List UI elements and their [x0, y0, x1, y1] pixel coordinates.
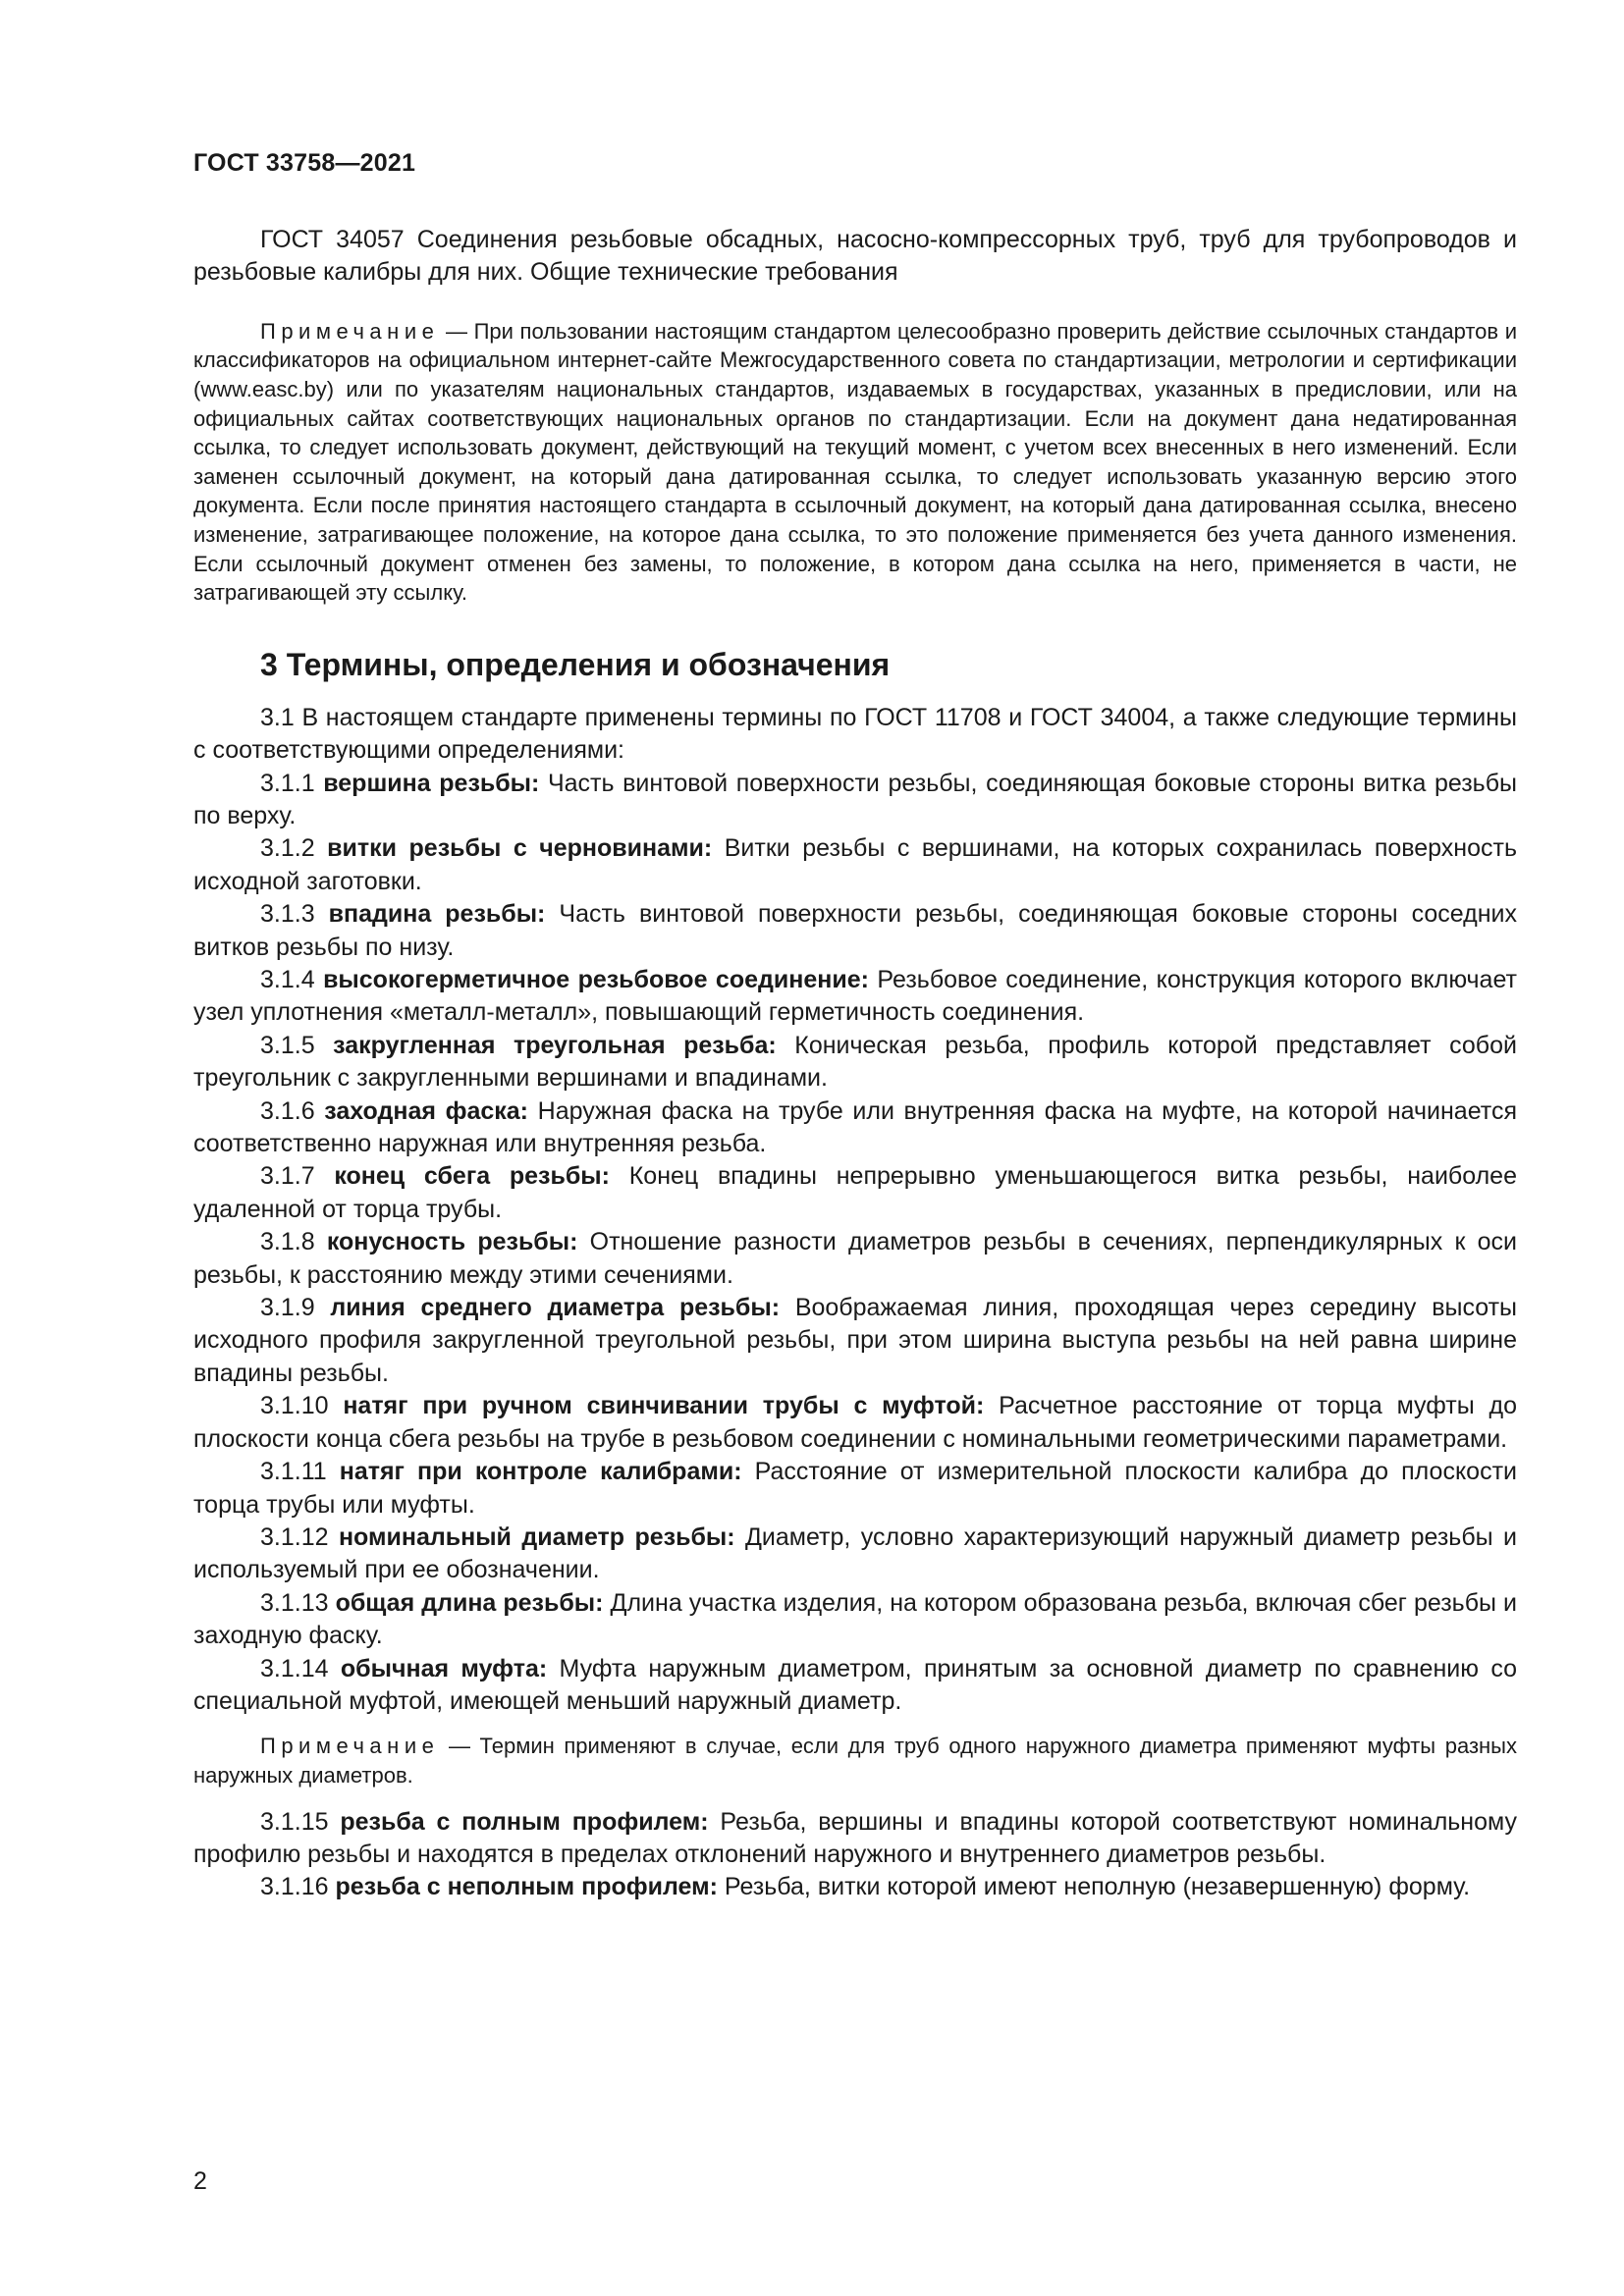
term-definition: Часть винтовой поверхности резьбы, соединяющая боковые стороны витка резьбы по верху.	[193, 769, 1517, 829]
term-definition: Длина участка изделия, на котором образована резьба, включая сбег резьбы и заходную фаску.	[193, 1588, 1517, 1650]
term-entry	[193, 1806, 1517, 1872]
note-label: Примечание	[260, 1734, 440, 1759]
term-name: впадина резьбы:	[328, 900, 546, 929]
term-name: витки резьбы с черновинами:	[327, 834, 713, 863]
term-number: 3.1.5	[260, 1031, 334, 1059]
term-number: 3.1.1	[260, 769, 324, 797]
term-number: 3.1.4	[260, 966, 324, 993]
term-entry	[193, 1292, 1517, 1390]
term-definition: Муфта наружным диаметром, принятым за основной диаметр по сравнению со специальной муфтой, имеющей меньший наружный диаметр.	[193, 1654, 1518, 1715]
note-label: Примечание	[260, 318, 440, 344]
term-entry	[193, 1871, 1517, 1903]
term-entry	[193, 832, 1517, 898]
term-number: 3.1.8	[260, 1228, 327, 1256]
term-number: 3.1.16	[260, 1873, 336, 1901]
term-entry	[193, 1653, 1517, 1719]
term-number: 3.1.9	[260, 1294, 331, 1322]
term-definition: Диаметр, условно характеризующий наружный диаметр резьбы и используемый при ее обозначении.	[193, 1522, 1517, 1584]
term-entry	[193, 1095, 1517, 1161]
terms-list-a	[193, 768, 1517, 1719]
note-references	[193, 317, 1517, 608]
term-entry	[193, 964, 1517, 1030]
term-definition: Расстояние от измерительной плоскости калибра до плоскости торца трубы или муфты.	[193, 1458, 1517, 1519]
term-name: резьба с неполным профилем:	[335, 1873, 718, 1901]
term-number: 3.1.10	[260, 1392, 344, 1420]
term-definition: Наружная фаска на трубе или внутренняя фаска на муфте, на которой начинается соответственно наружная или внутренняя резьба.	[193, 1096, 1517, 1158]
term-definition: Отношение разности диаметров резьбы в сечениях, перпендикулярных к оси резьбы, к расстоянию между этими сечениями.	[193, 1228, 1517, 1289]
note-text: — При пользовании настоящим стандартом целесообразно проверить действие ссылочных стандартов и классификаторов на официальном интернет-сайте Межгосударственного совета по стандартизации, метрологии и сертификации (www.easc.by) или по указателям национальных стандартов, издаваемых в государствах, указанных в предисловии, или на официальных сайтах соответствующих национальных органов по стандартизации. Если на документ дана недатированная ссылка, то следует использовать документ, действующий на текущий момент, с учетом всех внесенных в него изменений. Если заменен ссылочный документ, на который дана датированная ссылка, то следует использовать указанную версию этого документа. Если после принятия настоящего стандарта в ссылочный документ, на который дана датированная ссылка, внесено изменение, затрагивающее положение, на которое дана ссылка, то это положение применяется без учета данного изменения. Если ссылочный документ отменен без замены, то положение, в котором дана ссылка на него, применяется в части, не затрагивающей эту ссылку.	[193, 318, 1517, 606]
term-name: линия среднего диаметра резьбы:	[330, 1294, 781, 1322]
term-entry	[193, 1587, 1517, 1653]
term-name: натяг при контроле калибрами:	[339, 1458, 742, 1486]
term-name: обычная муфта:	[340, 1654, 548, 1682]
term-definition: Коническая резьба, профиль которой представляет собой треугольник с закругленными вершинами и впадинами.	[193, 1031, 1517, 1093]
term-number: 3.1.11	[260, 1458, 340, 1486]
page-content	[193, 224, 1517, 1904]
term-entry	[193, 1160, 1517, 1226]
term-definition: Витки резьбы с вершинами, на которых сохранилась поверхность исходной заготовки.	[193, 834, 1517, 895]
term-name: натяг при ручном свинчивании трубы с муфтой:	[343, 1392, 985, 1420]
term-number: 3.1.14	[260, 1654, 341, 1682]
term-name: конец сбега резьбы:	[334, 1162, 610, 1191]
term-number: 3.1.2	[260, 834, 328, 863]
section-title: 3 Термины, определения и обозначения	[260, 646, 891, 682]
term-entry	[193, 1522, 1517, 1587]
term-entry	[193, 1456, 1517, 1522]
term-definition: Резьба, витки которой имеют неполную (незавершенную) форму.	[717, 1873, 1471, 1901]
term-number: 3.1.15	[260, 1807, 341, 1836]
term-number: 3.1.12	[260, 1522, 339, 1551]
term-number: 3.1.13	[260, 1588, 336, 1617]
term-name: заходная фаска:	[324, 1096, 528, 1125]
normative-reference: ГОСТ 34057 Соединения резьбовые обсадных, насосно-компрессорных труб, труб для трубопроводов и резьбовые калибры для них. Общие технические требования	[193, 226, 1517, 287]
term-entry	[193, 768, 1517, 833]
section-intro: 3.1 В настоящем стандарте применены термины по ГОСТ 11708 и ГОСТ 34004, а также следующие термины с соответствующими определениями:	[193, 703, 1517, 765]
term-definition: Конец впадины непрерывно уменьшающегося витка резьбы, наиболее удаленной от торца трубы.	[193, 1162, 1517, 1223]
term-definition: Расчетное расстояние от торца муфты до плоскости конца сбега резьбы на трубе в резьбовом соединении с номинальными геометрическими параметрами.	[193, 1392, 1517, 1453]
term-name: резьба с полным профилем:	[340, 1807, 709, 1836]
term-definition: Резьба, вершины и впадины которой соответствуют номинальному профилю резьбы и находятся в пределах отклонений наружного и внутреннего диаметров резьбы.	[193, 1807, 1517, 1868]
term-entry	[193, 898, 1517, 964]
term-entry	[193, 1226, 1517, 1292]
term-name: общая длина резьбы:	[335, 1588, 604, 1617]
term-entry	[193, 1030, 1517, 1095]
terms-list-b	[193, 1806, 1517, 1904]
note-text: — Термин применяют в случае, если для труб одного наружного диаметра применяют муфты разных наружных диаметров.	[193, 1734, 1517, 1788]
page-number: 2	[193, 2167, 207, 2195]
term-number: 3.1.3	[260, 900, 329, 929]
term-number: 3.1.6	[260, 1096, 325, 1125]
term-name: закругленная треугольная резьба:	[333, 1031, 777, 1059]
term-definition: Воображаемая линия, проходящая через середину высоты исходного профиля закругленной треугольной резьбы, при этом ширина выступа резьбы на ней равна ширине впадины резьбы.	[193, 1294, 1518, 1387]
term-definition: Часть винтовой поверхности резьбы, соединяющая боковые стороны соседних витков резьбы по низу.	[193, 900, 1517, 961]
term-name: вершина резьбы:	[323, 769, 540, 797]
term-name: высокогерметичное резьбовое соединение:	[323, 966, 869, 993]
term-name: конусность резьбы:	[326, 1228, 578, 1256]
note-term	[193, 1732, 1517, 1789]
term-name: номинальный диаметр резьбы:	[338, 1522, 735, 1551]
document-id-header: ГОСТ 33758—2021	[193, 149, 416, 177]
term-number: 3.1.7	[260, 1162, 335, 1191]
term-definition: Резьбовое соединение, конструкция которого включает узел уплотнения «металл-металл», повышающий герметичность соединения.	[193, 966, 1517, 1027]
term-entry	[193, 1390, 1517, 1456]
